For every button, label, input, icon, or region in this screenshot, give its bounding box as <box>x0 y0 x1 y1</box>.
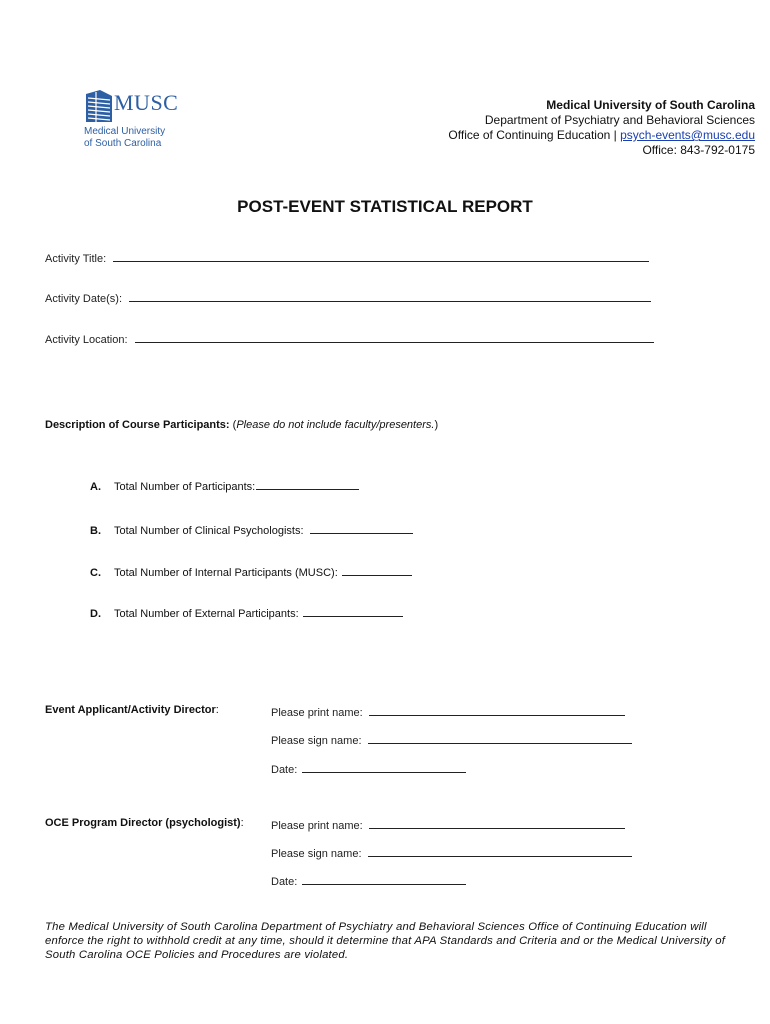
activity-location-field[interactable] <box>135 331 654 343</box>
logo-wordmark: MUSC <box>114 90 179 115</box>
internal-total-field[interactable] <box>342 564 412 576</box>
applicant-role-label <box>45 704 219 716</box>
director-date-field[interactable] <box>302 873 466 885</box>
building-icon <box>84 88 114 124</box>
participant-item-d <box>90 605 403 620</box>
role-text: Event Applicant/Activity Director <box>45 704 216 716</box>
description-note: Please do not include faculty/presenters. <box>236 419 435 431</box>
activity-title-label: Activity Title: <box>45 253 107 265</box>
participant-item-c <box>90 564 412 579</box>
activity-location-label: Activity Location: <box>45 334 128 346</box>
applicant-date-row <box>271 761 466 776</box>
activity-dates-row <box>45 290 651 305</box>
applicant-sign-row <box>271 732 632 747</box>
item-label: Total Number of External Participants: <box>114 608 299 620</box>
role-text: OCE Program Director (psychologist) <box>45 817 241 829</box>
header-block <box>448 98 755 158</box>
description-label: Description of Course Participants: <box>45 419 230 431</box>
director-print-row <box>271 817 625 832</box>
print-name-label: Please print name: <box>271 820 363 832</box>
policy-footer: The Medical University of South Carolina Department of Psychiatry and Behavioral Sciences Office of Continuing Education will enforce the right to withhold credit at any time, should it determine that APA Standards and Criteria and or the Medical University of South Carolina OCE Policies and Procedures are violated. <box>45 921 726 961</box>
item-label: Total Number of Internal Participants (MUSC): <box>114 567 338 579</box>
applicant-date-field[interactable] <box>302 761 466 773</box>
item-letter: C. <box>90 567 101 579</box>
role-suffix: : <box>240 817 244 829</box>
activity-dates-label: Activity Date(s): <box>45 293 123 305</box>
sign-name-label: Please sign name: <box>271 735 362 747</box>
participant-item-a <box>90 478 359 493</box>
activity-location-row <box>45 331 654 346</box>
musc-logo <box>82 88 192 152</box>
director-sign-row <box>271 845 632 860</box>
note-close: ) <box>434 419 439 431</box>
participants-total-field[interactable] <box>256 478 359 490</box>
activity-title-field[interactable] <box>113 250 649 262</box>
activity-dates-field[interactable] <box>129 290 651 302</box>
email-link[interactable]: psych-events@musc.edu <box>620 128 755 142</box>
director-role-label <box>45 817 244 829</box>
psychologists-total-field[interactable] <box>310 522 413 534</box>
participant-item-b <box>90 522 413 537</box>
activity-title-row <box>45 250 649 265</box>
item-letter: A. <box>90 481 101 493</box>
director-print-field[interactable] <box>369 817 625 829</box>
applicant-print-row <box>271 704 625 719</box>
item-label: Total Number of Participants: <box>114 481 256 493</box>
logo-line-1: Medical University <box>84 126 166 137</box>
director-sign-field[interactable] <box>368 845 632 857</box>
role-suffix: : <box>215 704 219 716</box>
item-label: Total Number of Clinical Psychologists: <box>114 525 304 537</box>
department-name: Department of Psychiatry and Behavioral Sciences <box>484 113 755 127</box>
applicant-sign-field[interactable] <box>368 732 632 744</box>
applicant-print-field[interactable] <box>369 704 625 716</box>
logo-line-2: of South Carolina <box>84 138 162 149</box>
page-title: POST-EVENT STATISTICAL REPORT <box>237 197 533 216</box>
date-label: Date: <box>271 764 298 776</box>
item-letter: B. <box>90 525 101 537</box>
print-name-label: Please print name: <box>271 707 363 719</box>
item-letter: D. <box>90 608 101 620</box>
note-open: ( <box>229 419 237 431</box>
sign-name-label: Please sign name: <box>271 848 362 860</box>
office-prefix: Office of Continuing Education | <box>448 128 621 142</box>
director-date-row <box>271 873 466 888</box>
institution-name: Medical University of South Carolina <box>546 98 755 112</box>
date-label: Date: <box>271 876 298 888</box>
office-line <box>448 128 755 143</box>
external-total-field[interactable] <box>303 605 403 617</box>
office-phone: Office: 843-792-0175 <box>642 143 755 157</box>
participants-description <box>45 419 438 431</box>
